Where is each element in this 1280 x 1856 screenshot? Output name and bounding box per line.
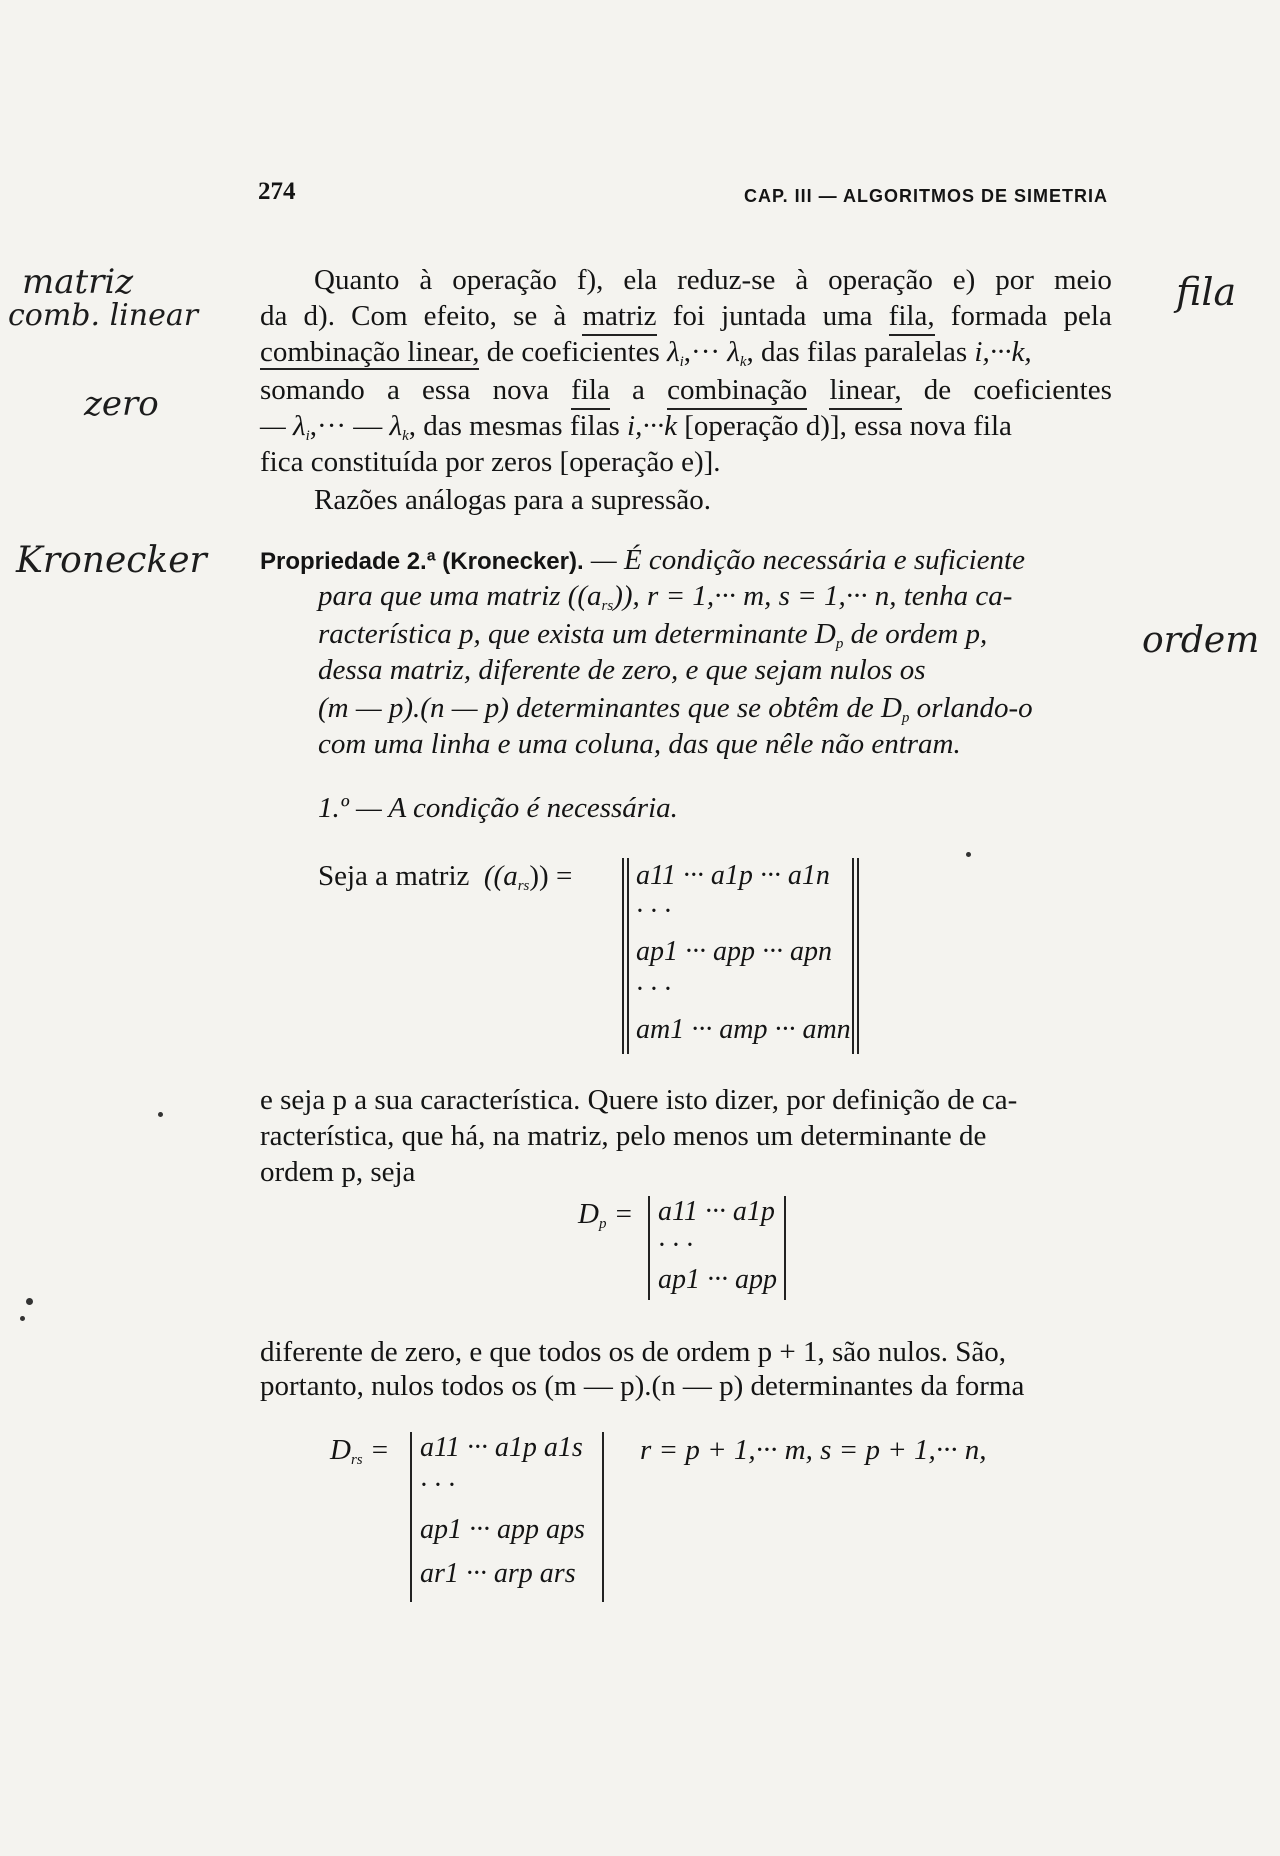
speck bbox=[20, 1316, 25, 1321]
drs-label: $D_{rs}$ = bbox=[330, 1434, 390, 1468]
margin-note-matriz: matriz bbox=[22, 262, 134, 302]
matrix-A bbox=[622, 858, 862, 1054]
condition-heading: 1.º — A condição é necessária. bbox=[318, 792, 678, 824]
para1-line7: Razões análogas para a supressão. bbox=[314, 484, 711, 516]
para3-line1: diferente de zero, e que todos os de ordem p + 1, são nulos. São, bbox=[260, 1336, 1006, 1368]
para1-line1: Quanto à operação f), ela reduz-se à operação e) por meio bbox=[314, 264, 1112, 296]
determinant-Dp bbox=[648, 1196, 788, 1300]
margin-note-fila: fila bbox=[1176, 270, 1237, 314]
para1-line3: combinação linear, de coeficientes $\lambda_i,\cdot\cdot\cdot \lambda_k$, das filas paralelas i,···k, bbox=[260, 336, 1032, 370]
matrix-intro: Seja a matriz $((a_{rs}))$ = bbox=[318, 860, 573, 894]
property-line3: racterística p, que exista um determinante $D_p$ de ordem p, bbox=[318, 618, 988, 652]
dp-row3: ap1 ··· app bbox=[658, 1264, 777, 1295]
drs-row1: a11 ··· a1p a1s bbox=[420, 1432, 583, 1463]
speck bbox=[966, 852, 971, 857]
para1-line5: — $\lambda_i,\cdot\cdot\cdot$ — $\lambda_k$, das mesmas filas i,···k [operação d)], essa nova fila bbox=[260, 410, 1012, 444]
property-line4: dessa matriz, diferente de zero, e que sejam nulos os bbox=[318, 654, 926, 686]
margin-note-comb-linear: comb. linear bbox=[8, 298, 199, 333]
para1-line6: fica constituída por zeros [operação e)]. bbox=[260, 446, 721, 478]
property-line6: com uma linha e uma coluna, das que nêle não entram. bbox=[318, 728, 961, 760]
margin-note-zero: zero bbox=[84, 384, 159, 424]
speck bbox=[26, 1298, 33, 1305]
para2-line1: e seja p a sua característica. Quere isto dizer, por definição de ca- bbox=[260, 1084, 1018, 1116]
matrix-A-row4: · · · bbox=[636, 974, 671, 1005]
running-head: CAP. III — ALGORITMOS DE SIMETRIA bbox=[743, 186, 1108, 206]
margin-note-kronecker: Kronecker bbox=[16, 540, 207, 581]
matrix-A-row2: · · · bbox=[636, 896, 671, 927]
dp-label: $D_p$ = bbox=[578, 1198, 634, 1232]
drs-range: r = p + 1,··· m, s = p + 1,··· n, bbox=[640, 1434, 987, 1466]
para2-line3: ordem p, seja bbox=[260, 1156, 416, 1188]
speck bbox=[158, 1112, 163, 1117]
para1-line4: somando a essa nova fila a combinação linear, de coeficientes bbox=[260, 372, 1112, 410]
para1-line2: da d). Com efeito, se à matriz foi juntada uma fila, formada pela bbox=[260, 298, 1112, 336]
matrix-A-row3: ap1 ··· app ··· apn bbox=[636, 936, 832, 967]
dp-row2: · · · bbox=[658, 1230, 693, 1261]
dp-row1: a11 ··· a1p bbox=[658, 1196, 775, 1227]
drs-row2: · · · bbox=[420, 1470, 455, 1501]
property-line2: para que uma matriz $((a_{rs}))$, r = 1,··· m, s = 1,··· n, tenha ca- bbox=[318, 580, 1013, 614]
matrix-A-row1: a11 ··· a1p ··· a1n bbox=[636, 860, 830, 891]
margin-note-ordem: ordem bbox=[1142, 620, 1260, 661]
property-line1: Propriedade 2.ª (Kronecker). — É condição necessária e suficiente bbox=[260, 544, 1025, 576]
drs-row3: ap1 ··· app aps bbox=[420, 1514, 585, 1545]
drs-row4: ar1 ··· arp ars bbox=[420, 1558, 576, 1589]
para3-line2: portanto, nulos todos os (m — p).(n — p) determinantes da forma bbox=[260, 1370, 1025, 1402]
para2-line2: racterística, que há, na matriz, pelo menos um determinante de bbox=[260, 1120, 987, 1152]
matrix-A-row5: am1 ··· amp ··· amn bbox=[636, 1014, 851, 1045]
determinant-Drs bbox=[410, 1432, 606, 1602]
page-number: 274 bbox=[258, 178, 296, 205]
property-line5: (m — p).(n — p) determinantes que se obtêm de $D_p$ orlando-o bbox=[318, 692, 1033, 726]
